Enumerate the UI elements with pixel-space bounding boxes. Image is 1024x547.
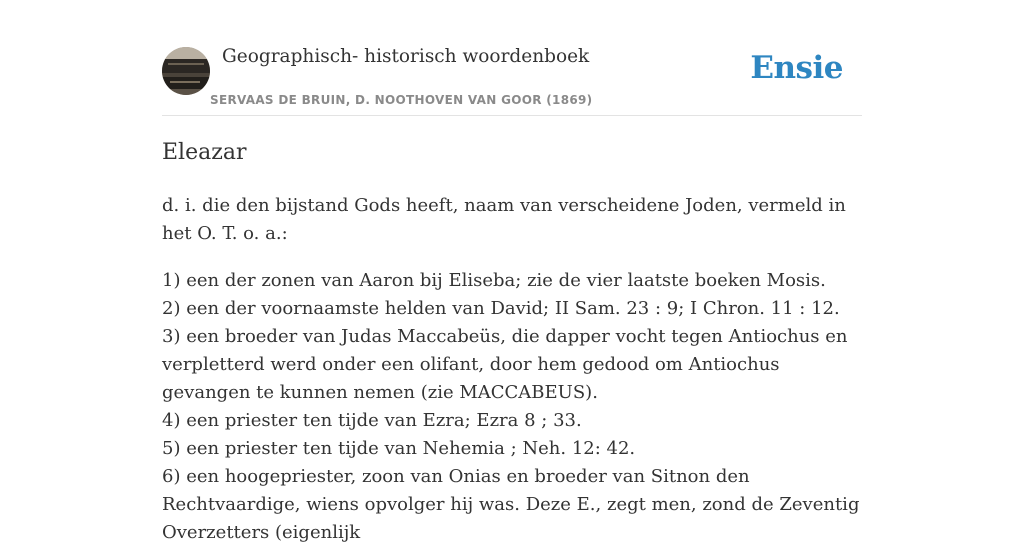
book-cover-avatar[interactable] xyxy=(162,47,210,95)
entry-item: 5) een priester ten tijde van Nehemia ; Neh. 12: 42. xyxy=(162,438,636,459)
entry-title: Eleazar xyxy=(162,140,247,165)
entry-item: 6) een hoogepriester, zoon van Onias en broeder van Sitnon den Rechtvaardige, wiens opvolger hij was. Deze E., zegt men, zond de Zeventig Overzetters (eigenlijk xyxy=(162,466,860,543)
book-cover-icon xyxy=(162,47,210,95)
entry-intro: d. i. die den bijstand Gods heeft, naam van verscheidene Joden, vermeld in het O. T. o. a.: xyxy=(162,195,846,244)
entry-content xyxy=(162,192,862,547)
entry-item: 4) een priester ten tijde van Ezra; Ezra 8 ; 33. xyxy=(162,410,582,431)
ensie-logo[interactable]: Ensie xyxy=(750,50,843,86)
header-divider xyxy=(162,115,862,116)
entry-item: 3) een broeder van Judas Maccabeüs, die dapper vocht tegen Antiochus en verpletterd werd onder een olifant, door hem gedood om Antiochus gevangen te kunnen nemen (zie MACCABEUS). xyxy=(162,326,848,403)
book-title[interactable]: Geographisch- historisch woordenboek xyxy=(222,46,590,67)
entry-item: 1) een der zonen van Aaron bij Eliseba; zie de vier laatste boeken Mosis. xyxy=(162,270,826,291)
entry-item: 2) een der voornaamste helden van David; II Sam. 23 : 9; I Chron. 11 : 12. xyxy=(162,298,840,319)
book-authors: SERVAAS DE BRUIN, D. NOOTHOVEN VAN GOOR (1869) xyxy=(210,93,593,107)
entry-list xyxy=(162,267,862,547)
